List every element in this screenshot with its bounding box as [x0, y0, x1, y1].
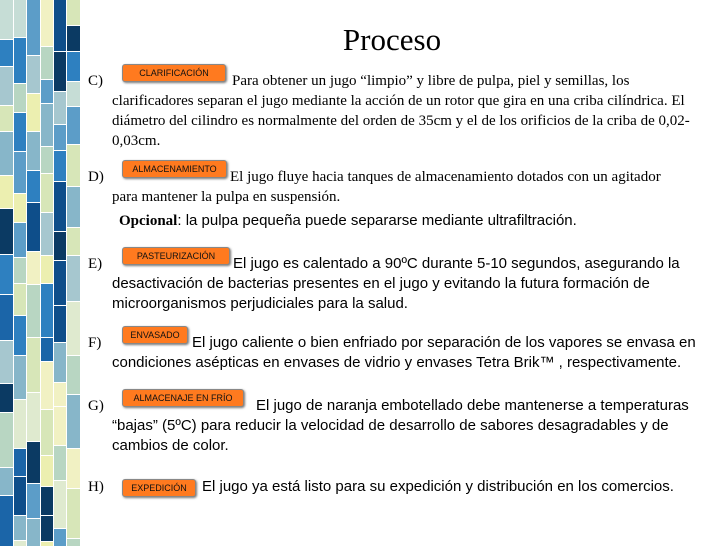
- stripe-tile: [14, 449, 26, 476]
- stripe-tile: [41, 542, 53, 546]
- stripe-tile: [0, 468, 13, 495]
- stripe-tile: [54, 125, 66, 150]
- stripe-tile: [54, 306, 66, 342]
- step-text-first: El jugo es calentado a 90ºC durante 5-10 segundos, asegurando la: [233, 255, 680, 272]
- stripe-tile: [41, 362, 53, 409]
- stripe-tile: [54, 92, 66, 124]
- step-text-first: Para obtener un jugo “limpio” y libre de pulpa, piel y semillas, los: [232, 73, 630, 89]
- step-label: D): [88, 169, 104, 185]
- stripe-tile: [14, 400, 26, 448]
- stripe-tile: [0, 413, 13, 467]
- step-text-first: El jugo de naranja embotellado debe mantenerse a temperaturas: [256, 397, 689, 414]
- stripe-tile: [54, 343, 66, 382]
- decorative-stripe-border: [0, 0, 80, 546]
- stripe-tile: [67, 256, 80, 301]
- stripe-tile: [27, 94, 40, 131]
- stripe-tile: [27, 338, 40, 392]
- stripe-tile: [14, 356, 26, 399]
- stripe-tile: [67, 82, 80, 106]
- stripe-tile: [14, 541, 26, 546]
- step-label: E): [88, 256, 103, 272]
- stripe-tile: [0, 255, 13, 294]
- stripe-tile: [0, 132, 13, 175]
- almacenamiento-badge[interactable]: ALMACENAMIENTO: [122, 160, 227, 178]
- step-label: F): [88, 335, 102, 351]
- stripe-tile: [41, 256, 53, 283]
- stripe-tile: [27, 171, 40, 202]
- stripe-tile: [67, 302, 80, 355]
- expedicion-badge[interactable]: EXPEDICIÓN: [122, 479, 196, 497]
- stripe-tile: [14, 284, 26, 315]
- stripe-tile: [67, 107, 80, 144]
- stripe-tile: [0, 106, 13, 131]
- stripe-tile: [27, 442, 40, 483]
- stripe-tile: [27, 203, 40, 251]
- step-text-rest: condiciones asépticas en envases de vidrio y envases Tetra Brik™ , respectivamente.: [112, 354, 682, 371]
- stripe-tile: [27, 484, 40, 518]
- stripe-tile: [67, 145, 80, 186]
- stripe-tile: [54, 529, 66, 546]
- stripe-tile: [41, 456, 53, 486]
- stripe-tile: [67, 356, 80, 394]
- stripe-tile: [14, 152, 26, 193]
- stripe-tile: [54, 232, 66, 260]
- stripe-tile: [14, 113, 26, 151]
- stripe-tile: [41, 516, 53, 541]
- stripe-tile: [14, 194, 26, 222]
- optional-label: Opcional: [119, 213, 178, 229]
- page-title: Proceso: [342, 22, 442, 57]
- stripe-tile: [14, 516, 26, 540]
- almacenaje-en-frio-badge[interactable]: ALMACENAJE EN FRÍO: [122, 389, 244, 407]
- stripe-tile: [54, 407, 66, 445]
- stripe-tile: [41, 284, 53, 337]
- stripe-tile: [27, 393, 40, 441]
- stripe-tile: [0, 67, 13, 105]
- stripe-tile: [27, 285, 40, 337]
- step-label: C): [88, 73, 103, 89]
- stripe-tile: [41, 487, 53, 515]
- stripe-tile: [54, 446, 66, 480]
- optional-note: [119, 211, 577, 231]
- stripe-tile: [14, 223, 26, 257]
- stripe-tile: [67, 449, 80, 488]
- stripe-tile: [41, 147, 53, 173]
- step-text-rest: para mantener la pulpa en suspensión.: [112, 189, 341, 205]
- pasteurizacion-badge[interactable]: PASTEURIZACIÓN: [122, 247, 230, 265]
- stripe-tile: [54, 151, 66, 181]
- stripe-tile: [54, 261, 66, 305]
- stripe-tile: [0, 176, 13, 208]
- stripe-tile: [41, 213, 53, 255]
- step-text-first: El jugo fluye hacia tanques de almacenamiento dotados con un agitador: [230, 169, 661, 185]
- stripe-tile: [67, 489, 80, 538]
- stripe-tile: [67, 228, 80, 255]
- stripe-tile: [14, 477, 26, 515]
- stripe-tile: [67, 395, 80, 448]
- stripe-tile: [27, 56, 40, 93]
- step-text-first: El jugo caliente o bien enfriado por separación de los vapores se envasa en: [192, 334, 696, 351]
- stripe-tile: [0, 295, 13, 340]
- stripe-tile: [0, 209, 13, 254]
- stripe-tile: [54, 383, 66, 406]
- step-text-rest: “bajas” (5ºC) para reducir la velocidad de desarrollo de sabores desagradables y de cambios de color.: [112, 417, 669, 454]
- optional-text: : la pulpa pequeña puede separarse mediante ultrafiltración.: [177, 212, 577, 229]
- step-text-first: El jugo ya está listo para su expedición y distribución en los comercios.: [202, 478, 674, 495]
- stripe-tile: [27, 132, 40, 170]
- step-text-rest: desactivación de bacterias presentes en el jugo y evitando la futura formación de microorganismos perjudiciales para la salud.: [112, 275, 650, 312]
- stripe-tile: [0, 384, 13, 412]
- stripe-tile: [14, 84, 26, 112]
- stripe-tile: [54, 182, 66, 231]
- stripe-tile: [0, 496, 13, 546]
- stripe-tile: [67, 539, 80, 546]
- stripe-tile: [41, 174, 53, 212]
- stripe-tile: [14, 316, 26, 355]
- stripe-tile: [41, 80, 53, 103]
- stripe-tile: [41, 104, 53, 146]
- stripe-tile: [0, 341, 13, 383]
- stripe-tile: [67, 187, 80, 227]
- step-text-rest: clarificadores separan el jugo mediante la acción de un rotor que gira en una criba cilíndrica. El diámetro del cilindro es normalmente del orden de 35cm y el de los orificios de la criba de 0,02-0,03cm.: [112, 93, 690, 149]
- step-label: H): [88, 479, 104, 495]
- stripe-tile: [27, 519, 40, 546]
- stripe-tile: [41, 338, 53, 361]
- stripe-tile: [27, 252, 40, 284]
- envasado-badge[interactable]: ENVASADO: [122, 326, 188, 344]
- stripe-tile: [41, 410, 53, 455]
- clarificacion-badge[interactable]: CLARIFICACIÓN: [122, 64, 226, 82]
- stripe-tile: [14, 258, 26, 283]
- stripe-tile: [54, 481, 66, 528]
- step-label: G): [88, 398, 104, 414]
